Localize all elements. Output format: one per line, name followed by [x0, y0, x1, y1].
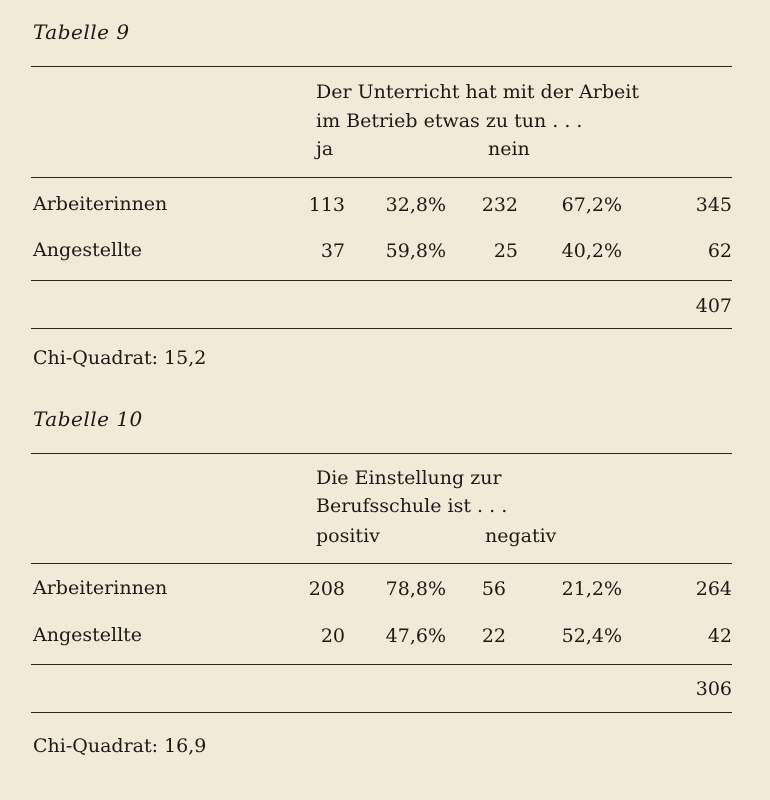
table-10-row-1-no-count: 56 [481, 578, 506, 600]
table-9-row-2-yes-count: 37 [320, 240, 345, 262]
table-9-col-nein: nein [488, 138, 530, 160]
table-10-row-2-label: Angestellte [33, 624, 143, 646]
table-9-top-rule [31, 66, 732, 67]
table-9-col-ja: ja [316, 138, 334, 160]
table-10-row-1-total: 264 [695, 578, 732, 600]
table-10-row-1-label: Arbeiterinnen [33, 577, 168, 599]
table-9-header-rule [31, 177, 732, 178]
table-10-row-1-no-percent: 21,2% [561, 578, 622, 600]
table-9-row-1-yes-count: 113 [308, 194, 345, 216]
table-9-chi-square: Chi-Quadrat: 15,2 [33, 347, 207, 369]
table-9-row-2-total: 62 [707, 240, 732, 262]
table-10-bottom-rule [31, 712, 732, 713]
table-10-header-line-1: Die Einstellung zur [316, 467, 502, 489]
table-10-row-2-no-percent: 52,4% [561, 625, 622, 647]
table-9-grand-total: 407 [695, 295, 732, 317]
table-10-header-rule [31, 563, 732, 564]
table-10-grand-total: 306 [695, 678, 732, 700]
table-10-row-2-total: 42 [707, 625, 732, 647]
table-9-bottom-rule [31, 328, 732, 329]
table-10-col-positiv: positiv [316, 525, 380, 547]
table-10-chi-square: Chi-Quadrat: 16,9 [33, 735, 207, 757]
table-9-row-2-yes-percent: 59,8% [385, 240, 446, 262]
table-9-row-1-yes-percent: 32,8% [385, 194, 446, 216]
table-10-col-negativ: negativ [485, 525, 557, 547]
table-9-header-line-1: Der Unterricht hat mit der Arbeit [316, 81, 639, 103]
table-10-row-2-no-count: 22 [481, 625, 506, 647]
table-10-row-1-yes-percent: 78,8% [385, 578, 446, 600]
table-10-row-1-yes-count: 208 [308, 578, 345, 600]
table-9-row-2-no-count: 25 [493, 240, 518, 262]
table-9-row-2-no-percent: 40,2% [561, 240, 622, 262]
table-9-body-rule [31, 280, 732, 281]
table-9-row-1-no-percent: 67,2% [561, 194, 622, 216]
table-10-body-rule [31, 664, 732, 665]
table-9-title: Tabelle 9 [33, 20, 130, 44]
table-10-row-2-yes-count: 20 [320, 625, 345, 647]
table-9-row-1-label: Arbeiterinnen [33, 193, 168, 215]
table-10-row-2-yes-percent: 47,6% [385, 625, 446, 647]
table-9-row-2-label: Angestellte [33, 239, 143, 261]
table-10-top-rule [31, 453, 732, 454]
table-9-header-line-2: im Betrieb etwas zu tun . . . [316, 110, 583, 132]
table-9-row-1-no-count: 232 [481, 194, 518, 216]
table-10-title: Tabelle 10 [33, 407, 143, 431]
table-10-header-line-2: Berufsschule ist . . . [316, 495, 508, 517]
table-9-row-1-total: 345 [695, 194, 732, 216]
